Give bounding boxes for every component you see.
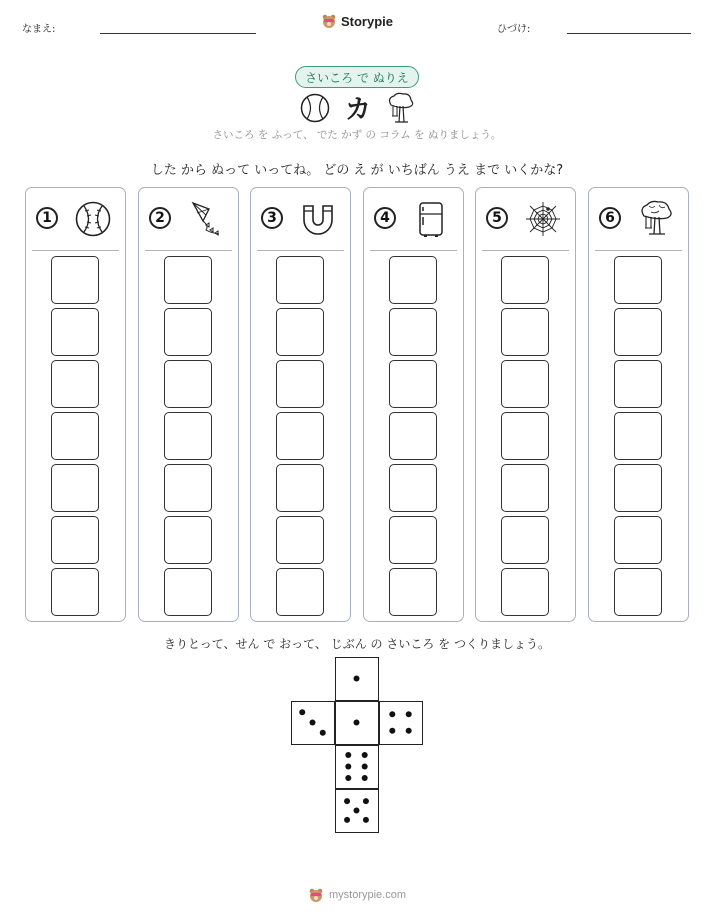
title-text: カ bbox=[344, 95, 371, 125]
color-cell[interactable] bbox=[614, 360, 662, 408]
color-cell[interactable] bbox=[501, 360, 549, 408]
color-cell[interactable] bbox=[276, 516, 324, 564]
column-header bbox=[364, 188, 463, 250]
color-cell[interactable] bbox=[389, 360, 437, 408]
color-cell[interactable] bbox=[501, 308, 549, 356]
color-cell[interactable] bbox=[51, 412, 99, 460]
bear-icon bbox=[321, 13, 337, 29]
date-label: ひづけ: bbox=[497, 24, 531, 35]
color-cell[interactable] bbox=[51, 568, 99, 616]
color-cell[interactable] bbox=[164, 412, 212, 460]
color-cell[interactable] bbox=[389, 516, 437, 564]
color-cell[interactable] bbox=[389, 412, 437, 460]
column-number: 6 bbox=[599, 207, 621, 229]
color-cell[interactable] bbox=[164, 360, 212, 408]
dice-face-3 bbox=[291, 701, 335, 745]
color-cell[interactable] bbox=[276, 308, 324, 356]
footer bbox=[0, 887, 714, 903]
color-cell[interactable] bbox=[389, 464, 437, 512]
color-cell[interactable] bbox=[164, 568, 212, 616]
color-cell[interactable] bbox=[276, 256, 324, 304]
dice-pips bbox=[336, 746, 377, 787]
color-cell[interactable] bbox=[501, 464, 549, 512]
color-cell[interactable] bbox=[614, 412, 662, 460]
color-cell[interactable] bbox=[614, 568, 662, 616]
color-cell[interactable] bbox=[501, 568, 549, 616]
column-header bbox=[26, 188, 125, 250]
column-2 bbox=[138, 187, 239, 622]
column-divider bbox=[145, 250, 232, 251]
cut-instruction: きりとって、せん で おって、 じぶん の さいころ を つくりましょう。 bbox=[164, 637, 550, 651]
color-cell[interactable] bbox=[51, 360, 99, 408]
color-cell[interactable] bbox=[276, 464, 324, 512]
dice-pips bbox=[336, 790, 377, 831]
dice-face-6 bbox=[335, 745, 379, 789]
color-cell[interactable] bbox=[164, 516, 212, 564]
column-4 bbox=[363, 187, 464, 622]
tree-swing-icon bbox=[385, 92, 415, 124]
column-1 bbox=[25, 187, 126, 622]
color-cell[interactable] bbox=[276, 360, 324, 408]
color-cell[interactable] bbox=[614, 516, 662, 564]
color-cell[interactable] bbox=[51, 464, 99, 512]
dice-face-5 bbox=[335, 789, 379, 833]
date-line[interactable] bbox=[567, 33, 691, 34]
column-number: 2 bbox=[149, 207, 171, 229]
instruction: した から ぬって いってね。 どの え が いちばん うえ まで いくかな? bbox=[150, 163, 564, 178]
name-line[interactable] bbox=[100, 33, 256, 34]
tree-swing-icon bbox=[637, 200, 675, 238]
title-badge: さいころ で ぬりえ bbox=[295, 66, 419, 88]
color-cell[interactable] bbox=[389, 308, 437, 356]
color-cell[interactable] bbox=[276, 568, 324, 616]
dice-pips bbox=[292, 702, 333, 743]
baseball-icon bbox=[299, 92, 331, 124]
refrigerator-icon bbox=[412, 200, 450, 238]
bear-icon bbox=[308, 887, 324, 903]
color-cell[interactable] bbox=[614, 308, 662, 356]
dice-face-4 bbox=[379, 701, 423, 745]
column-divider bbox=[257, 250, 344, 251]
column-divider bbox=[595, 250, 682, 251]
color-cell[interactable] bbox=[51, 308, 99, 356]
dice-pips bbox=[336, 658, 377, 699]
column-divider bbox=[482, 250, 569, 251]
color-cell[interactable] bbox=[389, 568, 437, 616]
color-cell[interactable] bbox=[501, 412, 549, 460]
brand-logo bbox=[0, 13, 714, 29]
spiderweb-icon bbox=[524, 200, 562, 238]
dice-pips bbox=[380, 702, 421, 743]
dice-face-1 bbox=[335, 701, 379, 745]
color-cell[interactable] bbox=[614, 256, 662, 304]
dice-face-1 bbox=[335, 657, 379, 701]
color-cell[interactable] bbox=[501, 256, 549, 304]
dice-pips bbox=[336, 702, 377, 743]
column-header bbox=[476, 188, 575, 250]
column-number: 1 bbox=[36, 207, 58, 229]
page-title bbox=[0, 89, 714, 126]
column-header bbox=[589, 188, 688, 250]
column-number: 5 bbox=[486, 207, 508, 229]
magnet-icon bbox=[299, 200, 337, 238]
column-divider bbox=[32, 250, 119, 251]
color-cell[interactable] bbox=[164, 308, 212, 356]
color-cell[interactable] bbox=[51, 256, 99, 304]
color-cell[interactable] bbox=[164, 256, 212, 304]
column-header bbox=[139, 188, 238, 250]
column-number: 4 bbox=[374, 207, 396, 229]
column-number: 3 bbox=[261, 207, 283, 229]
brand-name: Storypie bbox=[340, 13, 393, 29]
column-3 bbox=[250, 187, 351, 622]
kite-icon bbox=[187, 200, 225, 238]
color-cell[interactable] bbox=[276, 412, 324, 460]
subtitle: さいころ を ふって、 でた かず の コラム を ぬりましょう。 bbox=[212, 129, 502, 141]
color-cell[interactable] bbox=[614, 464, 662, 512]
footer-url[interactable]: mystorypie.com bbox=[328, 889, 407, 901]
color-cell[interactable] bbox=[51, 516, 99, 564]
column-divider bbox=[370, 250, 457, 251]
baseball-icon bbox=[74, 200, 112, 238]
color-cell[interactable] bbox=[389, 256, 437, 304]
column-6 bbox=[588, 187, 689, 622]
name-label: なまえ: bbox=[22, 24, 56, 35]
color-cell[interactable] bbox=[164, 464, 212, 512]
column-header bbox=[251, 188, 350, 250]
color-cell[interactable] bbox=[501, 516, 549, 564]
column-5 bbox=[475, 187, 576, 622]
